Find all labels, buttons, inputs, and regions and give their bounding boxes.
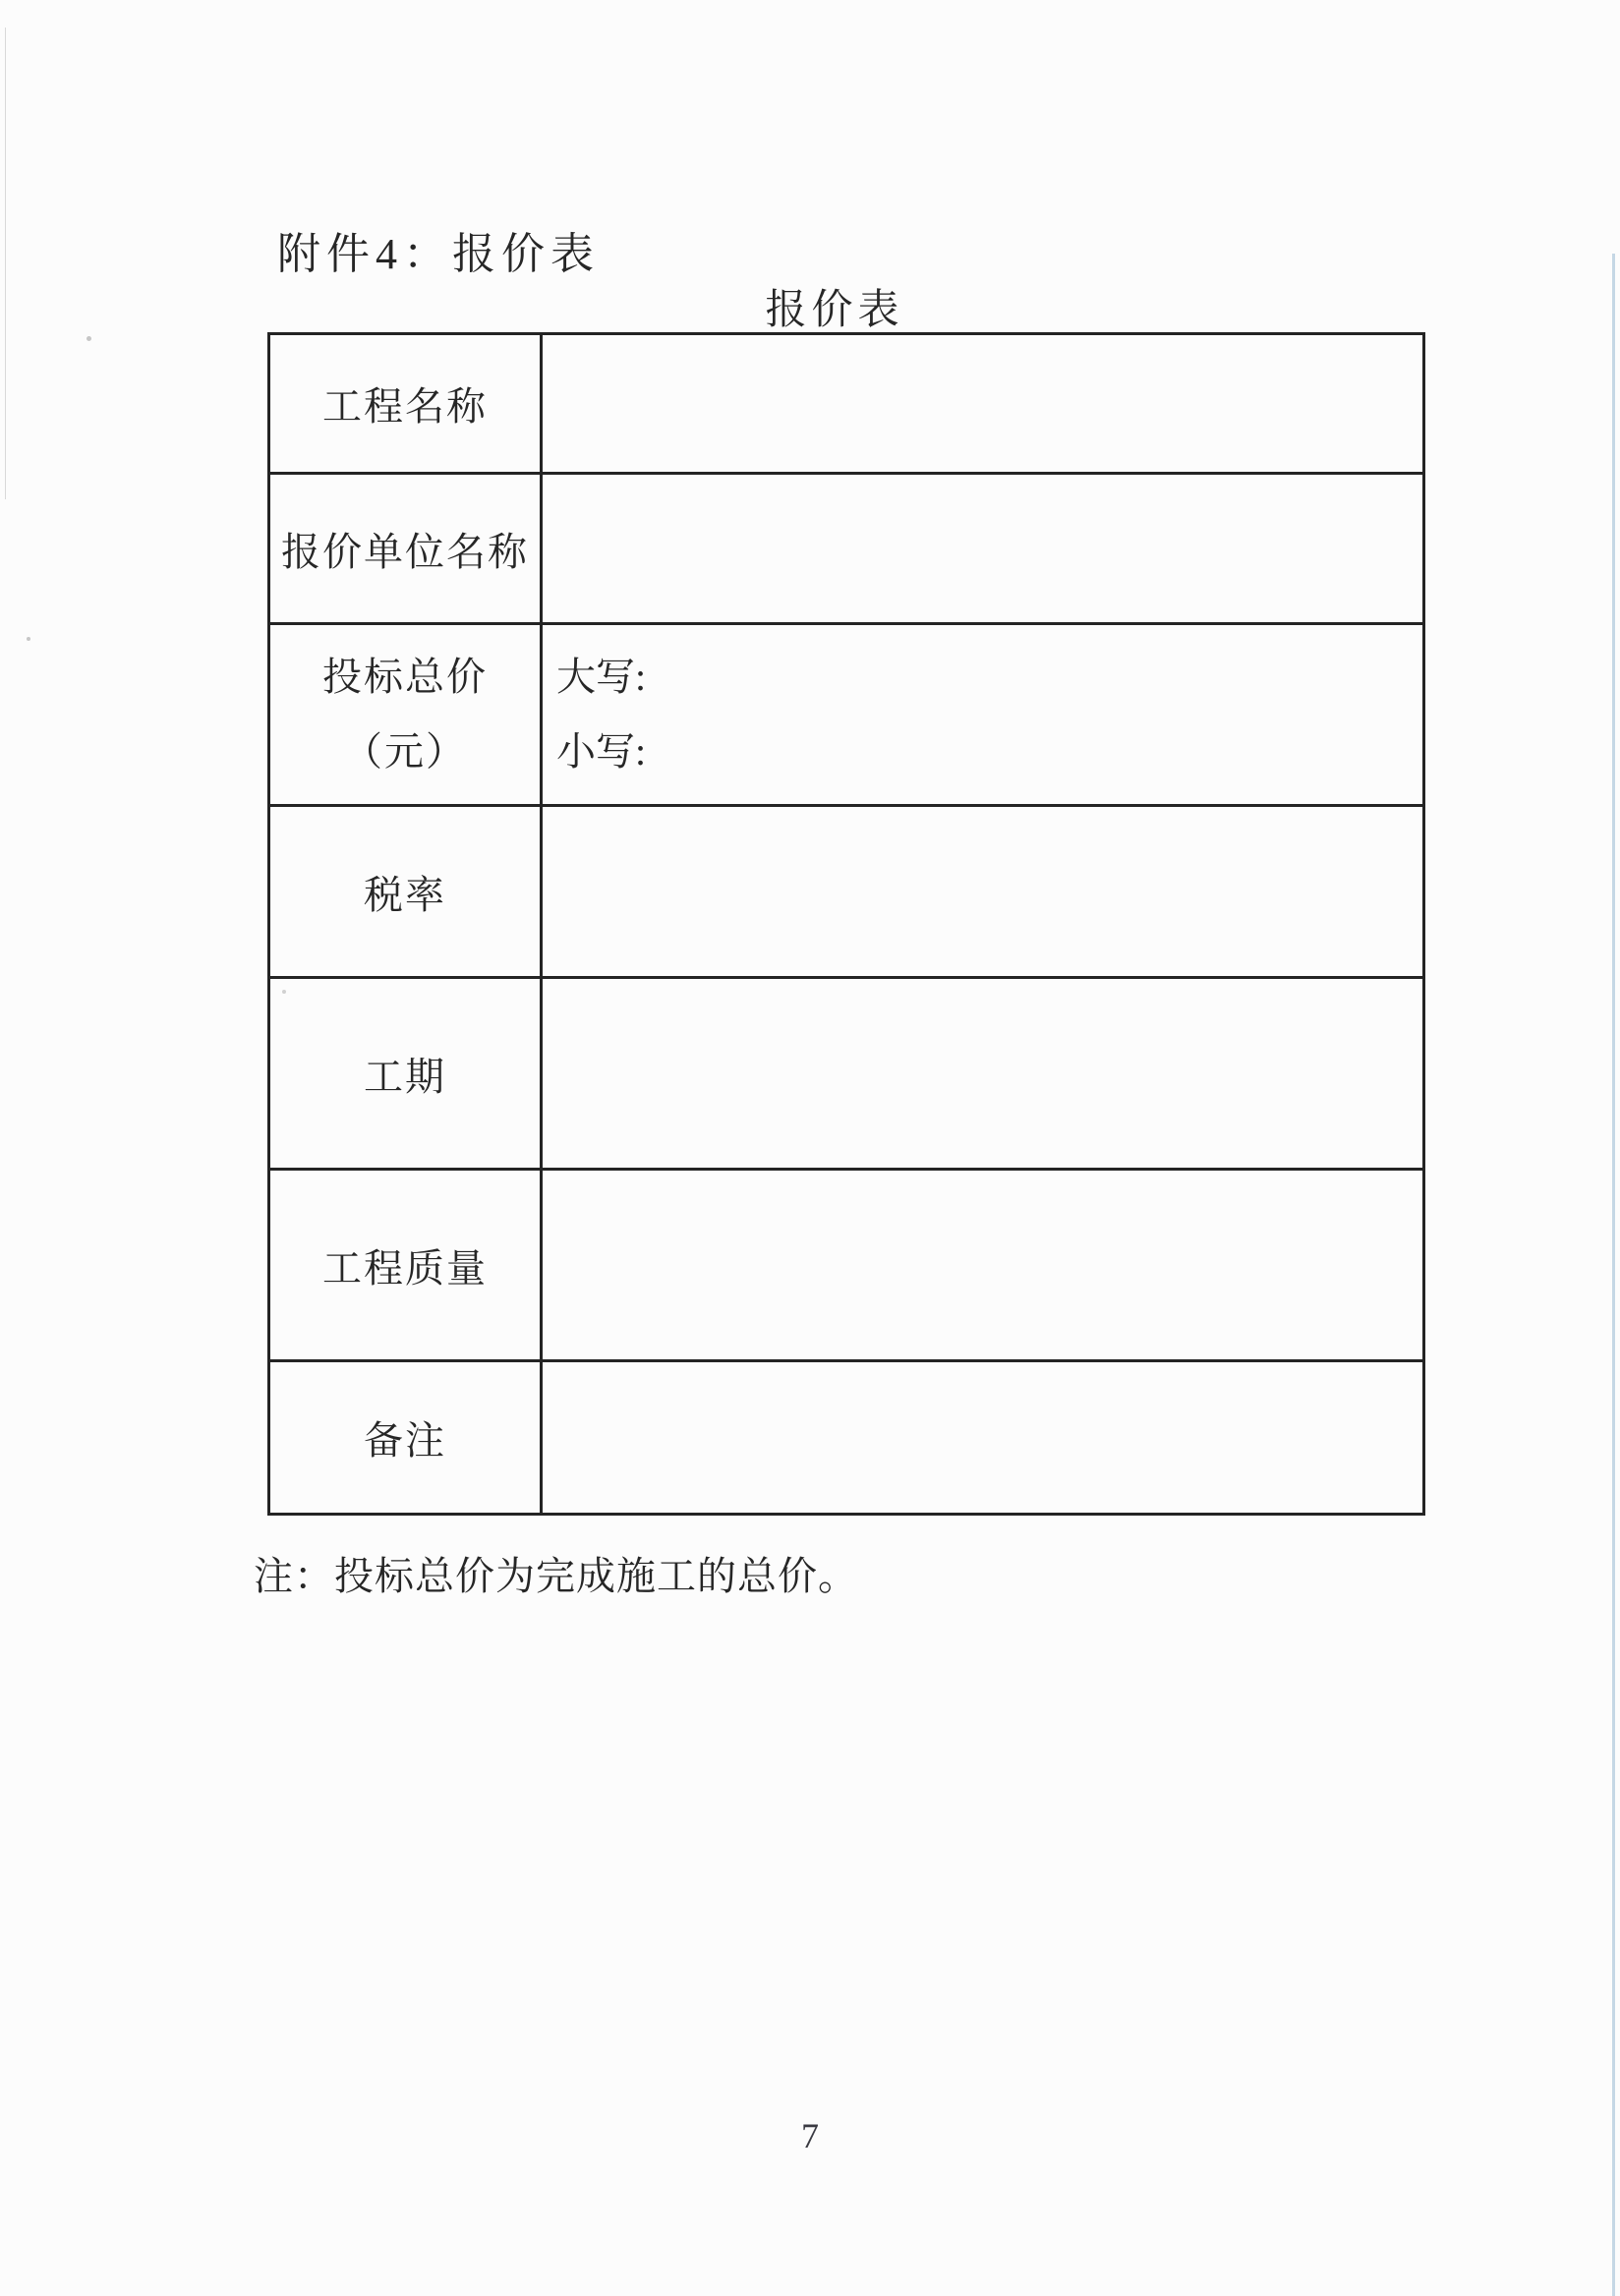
lowercase-amount-label: 小写:	[556, 729, 647, 774]
label-total-bid-price	[269, 624, 542, 806]
value-total-bid-price	[542, 624, 1424, 806]
uppercase-amount-label: 大写:	[556, 655, 647, 699]
table-row	[269, 806, 1424, 978]
scan-speck	[87, 336, 91, 341]
label-text-line1: 投标总价	[322, 655, 488, 699]
table-title: 报价表	[765, 288, 904, 333]
label-bidder-name	[269, 474, 542, 624]
value-project-name	[542, 334, 1424, 474]
value-bidder-name	[542, 474, 1424, 624]
table-row	[269, 1361, 1424, 1515]
table-row	[269, 1170, 1424, 1361]
page-number: 7	[801, 2116, 819, 2155]
label-text: 工程质量	[322, 1245, 488, 1291]
value-tax-rate	[542, 806, 1424, 978]
label-text-line2: （元）	[343, 729, 467, 774]
label-project-quality	[269, 1170, 542, 1361]
label-construction-period	[269, 978, 542, 1170]
label-project-name	[269, 334, 542, 474]
table-row	[269, 474, 1424, 624]
scan-speck	[27, 637, 30, 641]
table-row	[269, 624, 1424, 806]
scan-artifact-left-line	[5, 28, 6, 499]
value-construction-period	[542, 978, 1424, 1170]
attachment-header: 附件4：报价表	[277, 230, 600, 278]
label-text: 工期	[364, 1054, 446, 1099]
label-text: 报价单位名称	[281, 529, 529, 574]
label-text: 工程名称	[322, 384, 488, 429]
table-row	[269, 334, 1424, 474]
value-project-quality	[542, 1170, 1424, 1361]
label-text: 税率	[364, 872, 446, 917]
table-footnote: 注：投标总价为完成施工的总价。	[254, 1554, 858, 1598]
scan-artifact-right-line	[1612, 254, 1615, 2296]
value-remarks	[542, 1361, 1424, 1515]
label-tax-rate	[269, 806, 542, 978]
label-text: 备注	[364, 1418, 446, 1463]
label-remarks	[269, 1361, 542, 1515]
table-row	[269, 978, 1424, 1170]
quotation-table	[267, 332, 1425, 1516]
